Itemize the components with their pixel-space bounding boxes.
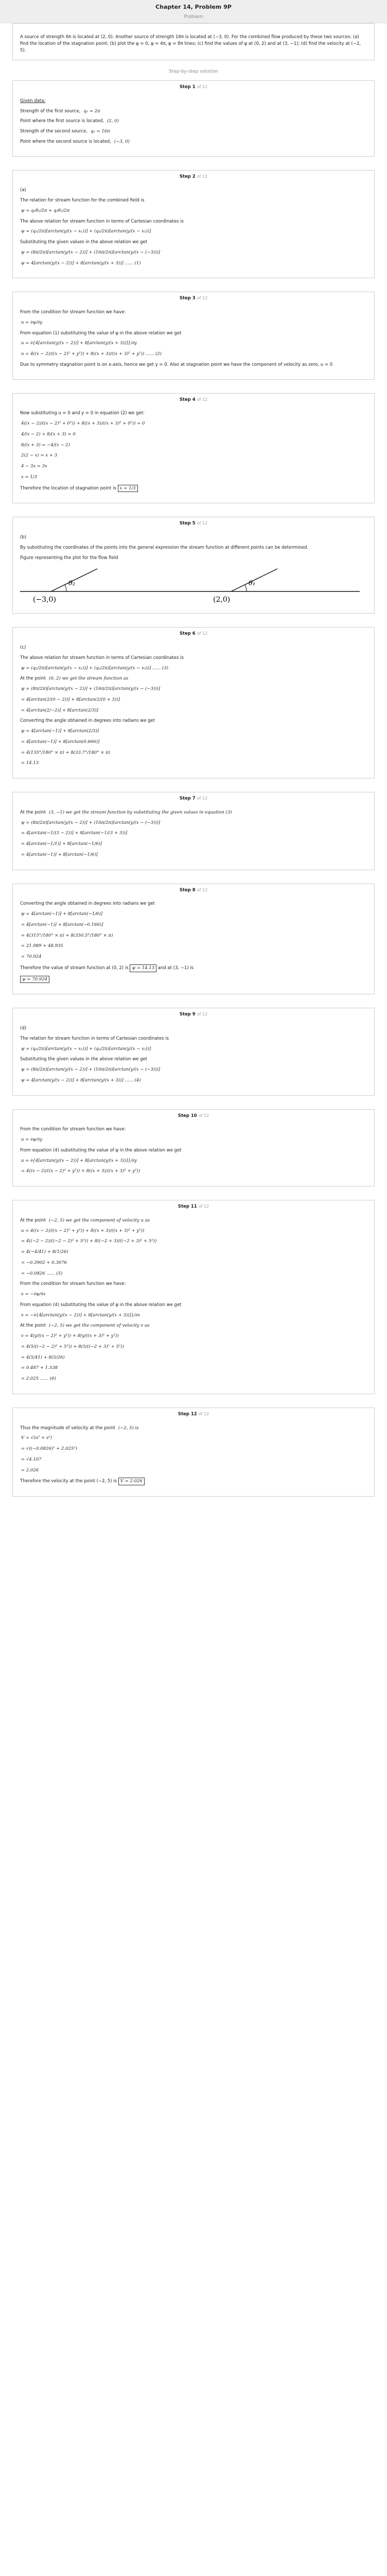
- flow-field-figure: [20, 565, 367, 606]
- equation: = 4[arctan(−1)] + 8[arctan(−0.166)]: [21, 922, 103, 927]
- answer-box: ψ = 70.924: [20, 976, 49, 984]
- solution-banner: Step-by-step solution: [169, 69, 218, 74]
- step-header: [20, 295, 367, 302]
- equation: = 21.989 + 48.935: [21, 943, 63, 949]
- step-card: [12, 80, 375, 157]
- step-text-part: At the point: [20, 1217, 46, 1223]
- step-text: Substituting the given values in the above relation we get: [20, 1057, 148, 1062]
- step-text-part: Therefore the location of stagnation point is: [20, 485, 116, 491]
- page-title: Chapter 14, Problem 9P: [155, 4, 232, 10]
- equation: = 4[arctan(−1)] + 8[arctan(0.666)]: [21, 739, 100, 744]
- step-text: Due to symmetry stagnation point is on x-axis, hence we get y = 0. Also at stagnation point we have the component of velocity as zero, u = 0: [20, 362, 333, 367]
- step-label: Step 5: [179, 521, 196, 527]
- step-text: From the condition for stream function we have:: [20, 1127, 126, 1132]
- equation: ψ = (8π/2π)[arctan(y/(x − 2))] + (16π/2π)[arctan(y/(x − (−3)))]: [21, 820, 161, 825]
- step-text-part: and at (3, −1) is: [157, 965, 194, 971]
- step-card: [12, 627, 375, 778]
- step-header: [20, 1204, 367, 1210]
- step-text-part: Thus the magnitude of velocity at the point: [20, 1425, 115, 1431]
- equation: ψ = (q₁/2π)[arctan(y/(x − x₁))] + (q₂/2π)[arctan(y/(x − x₂))]: [21, 1046, 151, 1052]
- inline-equation: (3, −1) we get the stream function by substituting the given values in equation (3): [49, 809, 232, 815]
- inline-equation: (0, 2) we get the stream function as: [49, 676, 129, 682]
- answer-box: V = 2.026: [118, 1478, 145, 1485]
- step-of-count: of 12: [197, 296, 208, 301]
- step-header: [20, 1113, 367, 1120]
- equation: = 4[arctan(−1/1)] + 8[arctan(−1/6)]: [21, 841, 102, 847]
- equation: v = −∂{4[arctan(y/(x − 2))] + 8[arctan(y/(x + 3))]}/∂x: [21, 1312, 140, 1318]
- step-text: The relation for stream function in terms of Cartesian coordinates is: [20, 1036, 169, 1041]
- step-text: [20, 675, 367, 682]
- step-header: [20, 631, 367, 637]
- final-answer-row: [20, 1478, 367, 1485]
- step-of-count: of 12: [197, 521, 208, 526]
- step-text: (d): [20, 1026, 27, 1031]
- step-text-part: Therefore the value of stream function at (0, 2) is: [20, 965, 129, 971]
- step-text: Converting the angle obtained in degrees into radians we get: [20, 718, 155, 724]
- step-text: Substituting the given values in the above relation we get: [20, 240, 148, 245]
- step-text: The above relation for stream function in terms of Cartesian coordinates is: [20, 655, 184, 660]
- equation: = 4(5/41) + 8(5/26): [21, 1354, 65, 1360]
- equation: 2(2 − x) = x + 3: [21, 453, 58, 459]
- step-header: [20, 795, 367, 802]
- step-text-part: Strength of the first source,: [20, 108, 81, 114]
- step-label: Step 10: [178, 1113, 197, 1118]
- step-card: [12, 884, 375, 995]
- equation: u = 4((x − 2)/((x − 2)² + y²)) + 8((x + 3)/((x + 3)² + y²)): [21, 1228, 145, 1233]
- step-label: Step 6: [179, 631, 196, 637]
- equation: V = √(u² + v²): [21, 1435, 52, 1441]
- equation: = 70.924: [21, 954, 42, 960]
- step-header: [20, 520, 367, 527]
- problem-text: A source of strength 6π is located at (2, 0). Another source of strength 16π is located at (−3, 0). For the combined flow produced by these two sources: (a) find the location of the stagnation point; (b) plot the ψ = 0, ψ = 4π, ψ = 8π lines; (c) find the values of ψ at (0, 2) and at (3, −1); (d) find the velocity at (−2, 5).: [20, 35, 361, 54]
- step-text: The above relation for stream function in terms of Cartesian coordinates is: [20, 218, 184, 224]
- equation: ψ = 4[arctan(y/(x − 2))] + 8[arctan(y/(x + 3))] ...... (1): [21, 260, 141, 266]
- step-of-count: of 12: [197, 84, 208, 90]
- equation: = 4[arctan(−1/(3 − 2))] + 8[arctan(−1/(3 + 3))]: [21, 831, 128, 836]
- answer-box: ψ = 14.13: [130, 964, 156, 972]
- equation: = √4.107: [21, 1456, 42, 1462]
- step-card: [12, 170, 375, 279]
- step-text: Now substituting u = 0 and y = 0 in equation (2) we get:: [20, 411, 145, 416]
- step-of-count: of 12: [197, 887, 208, 892]
- step-text-part: At the point: [20, 676, 46, 682]
- step-text: [20, 1425, 367, 1432]
- equation: = 4[arctan(2/(0 − 2))] + 8[arctan(2/(0 + 3))]: [21, 697, 120, 702]
- step-text: From the condition for stream function we have:: [20, 1281, 126, 1287]
- inline-equation: q₁ = 2π: [83, 108, 100, 114]
- step-card: [12, 292, 375, 379]
- equation: = −0.0826 ...... (5): [21, 1270, 63, 1276]
- section-label-problem: Problem: [184, 14, 203, 20]
- step-header: [20, 1011, 367, 1018]
- step-header: [20, 174, 367, 180]
- equation: u = ∂ψ/∂y: [21, 319, 43, 325]
- step-card: [12, 393, 375, 504]
- equation: 4 − 3x = 3x: [21, 464, 47, 469]
- step-header: [20, 397, 367, 403]
- step-label: Step 7: [179, 796, 196, 802]
- equation: u = ∂ψ/∂y: [21, 1137, 43, 1143]
- equation: ψ = 4[arctan(−1)] + 8[arctan(−1/6)]: [21, 911, 103, 917]
- inline-equation: (−3, 0): [114, 139, 130, 144]
- solution-steps: [12, 80, 375, 1497]
- step-text-part: At the point: [20, 1323, 46, 1329]
- step-card: [12, 1408, 375, 1497]
- source-point-label-2: (2,0): [213, 596, 231, 604]
- angle-label-theta-2: θ₂: [68, 580, 76, 588]
- step-of-count: of 12: [198, 1204, 209, 1209]
- equation: = 4[arctan(−1)] + 8[arctan(−1/6)]: [21, 852, 98, 857]
- equation: = 4((x − 2)/((x − 2)² + y²)) + 8((x + 3)/((x + 3)² + y²)): [21, 1168, 140, 1174]
- step-label: Step 4: [179, 397, 196, 402]
- step-text-part: Strength of the second source,: [20, 129, 87, 134]
- step-text-part: Point where the second source is located,: [20, 139, 111, 144]
- inline-equation: (−2, 5) we get the component of velocity v as: [49, 1323, 150, 1329]
- step-text: [20, 108, 367, 115]
- equation: 4/(x − 2) + 8/(x + 3) = 0: [21, 431, 76, 437]
- equation: u = ∂{4[arctan(y/(x − 2))] + 8[arctan(y/(x + 3))]}/∂y: [21, 341, 137, 346]
- equation: v = 4(y/((x − 2)² + y²)) + 8(y/((x + 3)² + y²)): [21, 1333, 119, 1339]
- flow-field-plot: [20, 565, 360, 606]
- step-text: (a): [20, 188, 26, 193]
- page-header: [0, 0, 387, 23]
- step-text: From the condition for stream function we have:: [20, 310, 126, 315]
- angle-arc-theta-2: [65, 585, 66, 591]
- answer-box: x = 1/3: [118, 485, 138, 493]
- inline-equation: (2, 0): [107, 118, 119, 124]
- step-card: [12, 1200, 375, 1394]
- step-header: [20, 1411, 367, 1418]
- final-answer-row: [20, 964, 367, 972]
- equation: = 4(315°/180° × π) + 8(350.5°/180° × π): [21, 933, 113, 938]
- step-label: Step 12: [178, 1411, 197, 1417]
- step-of-count: of 12: [197, 631, 208, 636]
- inline-equation: (−2, 5) we get the component of velocity u as: [49, 1217, 150, 1223]
- equation: = 4(135°/180° × π) + 8(33.7°/180° × π): [21, 750, 110, 755]
- angle-arc-theta-1: [245, 585, 247, 591]
- source-point-label-1: (−3,0): [33, 596, 56, 604]
- step-label: Step 11: [178, 1204, 197, 1210]
- step-of-count: of 12: [198, 1113, 209, 1118]
- equation: ψ = q₁θ₁/2π + q₂θ₂/2π: [21, 208, 70, 213]
- step-label: Step 2: [179, 174, 196, 179]
- step-text: [20, 139, 367, 145]
- equation: ψ = (8π/2π)[arctan(y/(x − 2))] + (16π/2π)[arctan(y/(x − (−3)))]: [21, 1067, 161, 1073]
- equation: 4((x − 2)/((x − 2)² + 0²)) + 8((x + 3)/((x + 3)² + 0²)) = 0: [21, 421, 145, 427]
- step-text: From equation (4) substituting the value of ψ in the above relation we get: [20, 1147, 182, 1153]
- equation: ψ = (q₁/2π)[arctan(y/(x − x₁))] + (q₂/2π)[arctan(y/(x − x₂))]: [21, 229, 151, 234]
- equation: = 4(−4/41) + 8(1/26): [21, 1249, 68, 1255]
- step-text: [20, 128, 367, 135]
- equation: v = −∂ψ/∂x: [21, 1292, 46, 1297]
- step-of-count: of 12: [197, 174, 208, 179]
- step-text: (c): [20, 645, 26, 651]
- equation: ψ = (8π/2π)[arctan(y/(x − 2))] + (16π/2π)[arctan(y/(x − (−3)))]: [21, 249, 161, 255]
- step-text: [20, 1323, 367, 1329]
- given-data-label: Given data:: [20, 98, 46, 104]
- step-text: (b): [20, 535, 27, 540]
- inline-equation: (−2, 5) is: [118, 1425, 139, 1431]
- equation: ψ = (8π/2π)[arctan(y/(x − 2))] + (16π/2π)[arctan(y/(x − (−3)))]: [21, 686, 161, 692]
- step-card: [12, 1109, 375, 1187]
- step-text-part: At the point: [20, 809, 46, 815]
- step-label: Step 1: [179, 84, 196, 90]
- equation: = 4(5/((−2 − 2)² + 5²)) + 8(5/((−2 + 3)² + 5²)): [21, 1344, 124, 1349]
- step-text: By substituting the coordinates of the points into the general expression the stream function at different points can be determined.: [20, 545, 309, 550]
- step-label: Step 8: [179, 887, 196, 893]
- equation: = 4[arctan(2/−2)] + 8[arctan(2/3)]: [21, 707, 98, 713]
- equation: = 14.13: [21, 760, 39, 766]
- step-label: Step 9: [179, 1012, 196, 1018]
- step-text: [20, 118, 367, 125]
- step-text: From equation (1) substituting the value of ψ in the above relation we get: [20, 330, 182, 336]
- step-of-count: of 12: [197, 1012, 208, 1017]
- equation: ψ = 4[arctan(−1)] + 8[arctan(2/3)]: [21, 728, 99, 734]
- step-of-count: of 12: [198, 1411, 209, 1416]
- step-card: [12, 792, 375, 870]
- step-text: [20, 809, 367, 816]
- step-text: The relation for stream function for the combined field is: [20, 198, 145, 204]
- step-header: [20, 84, 367, 91]
- equation: ψ = 4[arctan(y/(x − 2))] + 8[arctan(y/(x + 3))] ...... (4): [21, 1077, 141, 1083]
- step-card: [12, 1008, 375, 1095]
- angle-label-theta-1: θ₁: [249, 580, 256, 588]
- equation: ψ = (q₁/2π)[arctan(y/(x − x₁))] + (q₂/2π)[arctan(y/(x − x₂))] ...... (3): [21, 665, 168, 671]
- final-answer-row: [20, 976, 367, 984]
- step-header: [20, 887, 367, 894]
- equation: x = 1/3: [21, 474, 37, 480]
- step-text: Figure representing the plot for the flow field: [20, 555, 118, 561]
- equation: = 4((−2 − 2)/((−2 − 2)² + 5²)) + 8((−2 + 3)/((−2 + 3)² + 5²)): [21, 1239, 157, 1244]
- equation: 8/(x + 3) = −4/(x − 2): [21, 442, 70, 448]
- inline-equation: q₂ = 16π: [90, 129, 110, 134]
- step-text: Converting the angle obtained in degrees into radians we get: [20, 901, 155, 907]
- equation: u = ∂{4[arctan(y/(x − 2))] + 8[arctan(y/(x + 3))]}/∂y: [21, 1158, 137, 1163]
- equation: = 0.487 + 1.538: [21, 1365, 58, 1371]
- step-text: [20, 1217, 367, 1224]
- equation: u = 4((x − 2)/((x − 2)² + y²)) + 8((x + 3)/((x + 3)² + y²)) ...... (2): [21, 351, 162, 357]
- equation: = 2.026: [21, 1467, 39, 1473]
- final-answer-row: [20, 485, 367, 493]
- step-text: From equation (4) substituting the value of ψ in the above relation we get: [20, 1302, 182, 1308]
- equation: = −0.3902 + 0.3076: [21, 1260, 67, 1265]
- step-of-count: of 12: [197, 796, 208, 801]
- step-text-part: Therefore the velocity at the point (−2, 5) is: [20, 1479, 117, 1484]
- equation: = 2.025 ...... (6): [21, 1376, 56, 1382]
- step-card: [12, 517, 375, 614]
- step-text-part: Point where the first source is located,: [20, 118, 104, 124]
- problem-statement-card: [12, 23, 375, 60]
- step-of-count: of 12: [197, 397, 208, 402]
- step-label: Step 3: [179, 296, 196, 301]
- equation: = √((−0.0826)² + 2.025²): [21, 1446, 78, 1452]
